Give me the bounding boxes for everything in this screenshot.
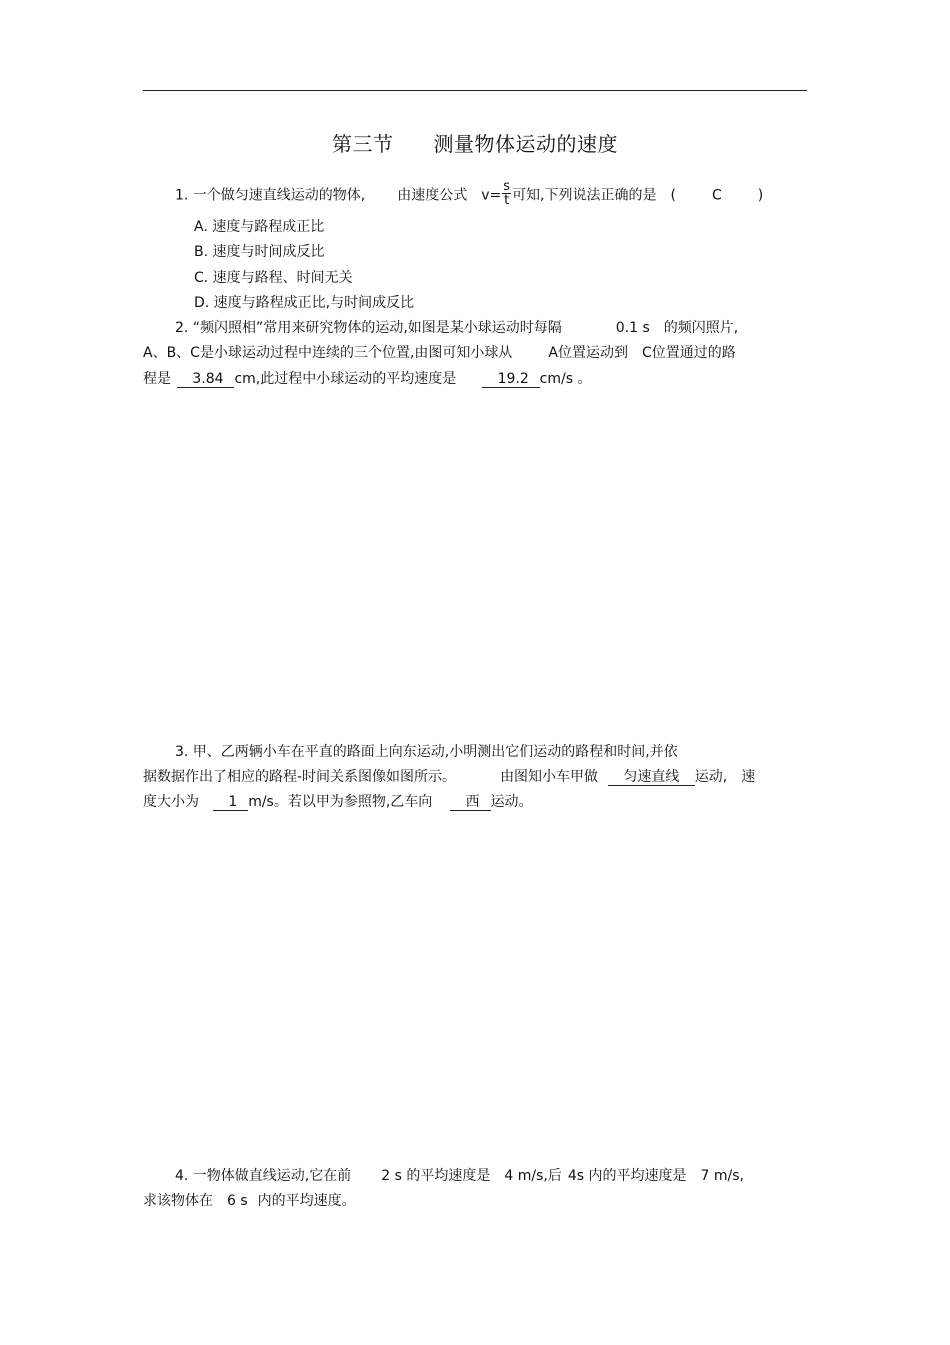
q3-answer-motion: 匀速直线 (608, 769, 695, 786)
q4-l1-c: 4 m/s,后 (504, 1168, 562, 1184)
q4-l1-d: 4s 内的平均速度是 (567, 1168, 687, 1184)
q2-l2-c: C位置通过的路 (641, 345, 736, 361)
q4-l1-e: 7 m/s, (700, 1168, 744, 1184)
q2-l1-b: 0.1 s (615, 320, 650, 336)
q2-l3-b: cm,此过程中小球运动的平均速度是 (234, 371, 457, 387)
page-title (0, 128, 950, 157)
q1-formula-denominator: t (504, 193, 510, 208)
q2-line-3 (143, 369, 591, 389)
q4-l2-b: 6 s (227, 1193, 248, 1209)
q1-formula-fraction (502, 180, 511, 207)
q1-stem-c: 可知,下列说法正确的是 (512, 187, 657, 204)
q2-answer-distance: 3.84 (177, 371, 234, 388)
q3-l3-b: m/s。若以甲为参照物,乙车向 (248, 794, 433, 810)
q2-answer-speed: 19.2 (482, 371, 539, 388)
q4-l1-b: 2 s 的平均速度是 (381, 1168, 491, 1184)
q1-answer: C (711, 187, 722, 204)
q3-answer-direction: 西 (450, 794, 490, 811)
q3-l2-a: 据数据作出了相应的路程-时间关系图像如图所示。 (143, 769, 457, 785)
q1-stem-a: 1. 一个做匀速直线运动的物体, (175, 187, 366, 204)
q2-l3-c: cm/s 。 (539, 371, 592, 387)
q4-line-2 (143, 1191, 356, 1211)
q1-option-a: A. 速度与路程成正比 (194, 219, 325, 235)
q3-line-3 (143, 792, 533, 812)
q1-stem (175, 179, 764, 209)
q1-formula-numerator: s (503, 179, 511, 194)
q2-line-1 (175, 318, 738, 338)
q4-l2-a: 求该物体在 (143, 1193, 213, 1209)
q1-paren-open: ( (670, 187, 676, 204)
q3-l2-c: 运动, (694, 769, 728, 785)
q2-l3-a: 程是 (143, 371, 171, 387)
q2-l1-c: 的频闪照片, (663, 320, 739, 336)
q1-option-b: B. 速度与时间成反比 (194, 244, 325, 260)
q4-l1-a: 4. 一物体做直线运动,它在前 (175, 1168, 352, 1184)
q1-option-d: D. 速度与路程成正比,与时间成反比 (194, 295, 415, 311)
q1-stem-b: 由速度公式 (397, 187, 468, 204)
title-topic: 测量物体运动的速度 (433, 132, 618, 156)
q1-option-c: C. 速度与路程、时间无关 (194, 270, 353, 286)
q3-line-2 (143, 767, 755, 787)
q2-l1-a: 2. “频闪照相”常用来研究物体的运动,如图是某小球运动时每隔 (175, 320, 562, 336)
q3-l2-b: 由图知小车甲做 (500, 769, 599, 785)
q3-line-1: 3. 甲、乙两辆小车在平直的路面上向东运动,小明测出它们运动的路程和时间,并依 (175, 744, 678, 760)
q2-l2-b: A位置运动到 (548, 345, 628, 361)
q2-line-2 (143, 343, 736, 363)
q3-l3-a: 度大小为 (143, 794, 199, 810)
header-rule (143, 90, 807, 91)
q1-paren-close: ) (757, 187, 764, 204)
q1-formula-v: v= (481, 187, 502, 204)
q4-l2-c: 内的平均速度。 (257, 1193, 356, 1209)
q4-line-1 (175, 1166, 744, 1186)
q3-l2-d: 速 (741, 769, 756, 785)
q2-l2-a: A、B、C是小球运动过程中连续的三个位置,由图可知小球从 (143, 345, 513, 361)
q3-answer-speed: 1 (213, 794, 248, 811)
title-section: 第三节 (332, 132, 394, 156)
q3-l3-c: 运动。 (490, 794, 533, 810)
